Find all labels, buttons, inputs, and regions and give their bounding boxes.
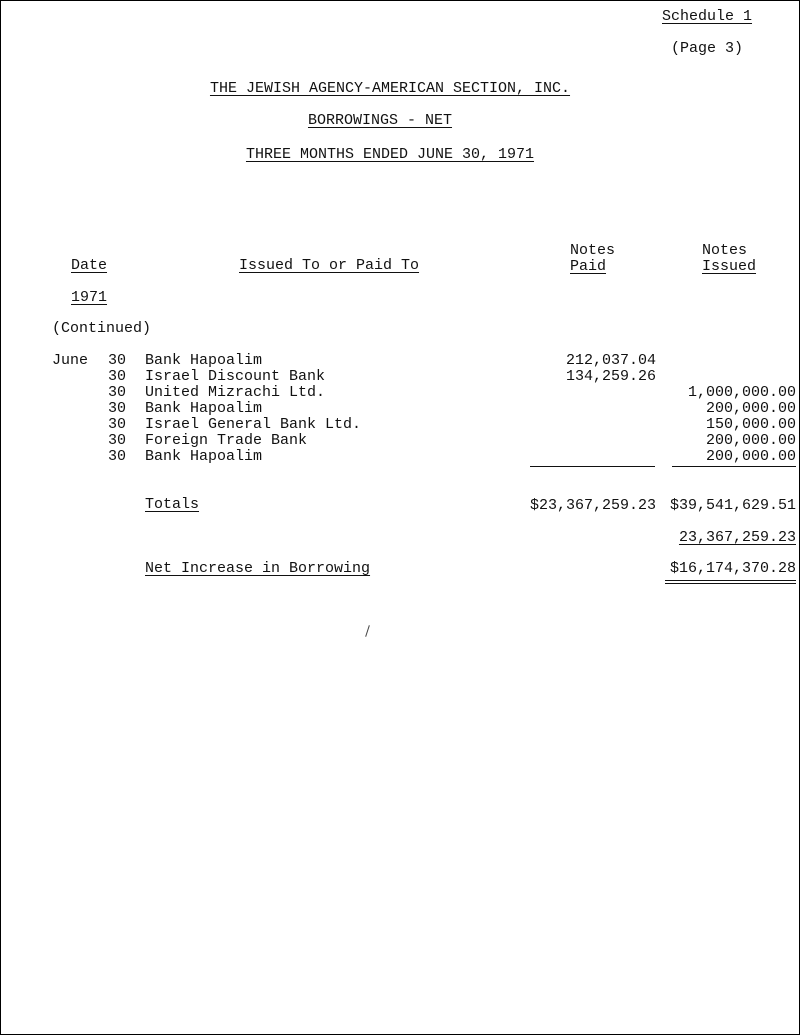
row-party: United Mizrachi Ltd. [145, 384, 326, 401]
row-notes-issued: 200,000.00 [705, 448, 796, 465]
schedule-label: Schedule 1 [662, 8, 753, 25]
row-day: 30 [108, 416, 127, 433]
net-double-rule-bottom [665, 583, 796, 584]
report-title: BORROWINGS - NET [307, 112, 453, 129]
continued-label: (Continued) [52, 320, 152, 337]
row-notes-paid: 212,037.04 [565, 352, 656, 369]
column-header-notes-paid-line1: Notes [570, 242, 616, 259]
row-notes-issued: 200,000.00 [705, 400, 796, 417]
row-day: 30 [108, 368, 127, 385]
row-day: 30 [108, 384, 127, 401]
report-period: THREE MONTHS ENDED JUNE 30, 1971 [245, 146, 535, 163]
organization-title: THE JEWISH AGENCY-AMERICAN SECTION, INC. [209, 80, 571, 97]
notes-issued-subtotal-rule [672, 466, 796, 467]
less-notes-paid: 23,367,259.23 [678, 529, 796, 546]
totals-notes-paid: $23,367,259.23 [529, 497, 656, 514]
column-header-notes-paid-line2: Paid [570, 258, 607, 275]
row-party: Foreign Trade Bank [145, 432, 308, 449]
notes-paid-subtotal-rule [530, 466, 655, 467]
row-notes-paid: 134,259.26 [565, 368, 656, 385]
column-header-notes-issued-line2: Issued [702, 258, 757, 275]
row-month: June [52, 352, 89, 369]
totals-notes-issued: $39,541,629.51 [669, 497, 796, 514]
row-party: Bank Hapoalim [145, 448, 263, 465]
year-label: 1971 [71, 289, 108, 306]
row-notes-issued: 150,000.00 [705, 416, 796, 433]
totals-label: Totals [145, 496, 200, 513]
column-header-notes-issued-line1: Notes [702, 242, 748, 259]
row-day: 30 [108, 352, 127, 369]
page-number: (Page 3) [671, 40, 744, 57]
row-party: Israel Discount Bank [145, 368, 326, 385]
row-party: Bank Hapoalim [145, 400, 263, 417]
stray-pen-mark [365, 625, 370, 637]
column-header-issued-to: Issued To or Paid To [239, 257, 420, 274]
row-day: 30 [108, 448, 127, 465]
row-notes-issued: 200,000.00 [705, 432, 796, 449]
net-double-rule-top [665, 580, 796, 581]
row-day: 30 [108, 400, 127, 417]
row-day: 30 [108, 432, 127, 449]
row-party: Israel General Bank Ltd. [145, 416, 362, 433]
net-increase-value: $16,174,370.28 [669, 560, 796, 577]
net-increase-label: Net Increase in Borrowing [145, 560, 371, 577]
row-party: Bank Hapoalim [145, 352, 263, 369]
column-header-date: Date [71, 257, 108, 274]
row-notes-issued: 1,000,000.00 [687, 384, 796, 401]
